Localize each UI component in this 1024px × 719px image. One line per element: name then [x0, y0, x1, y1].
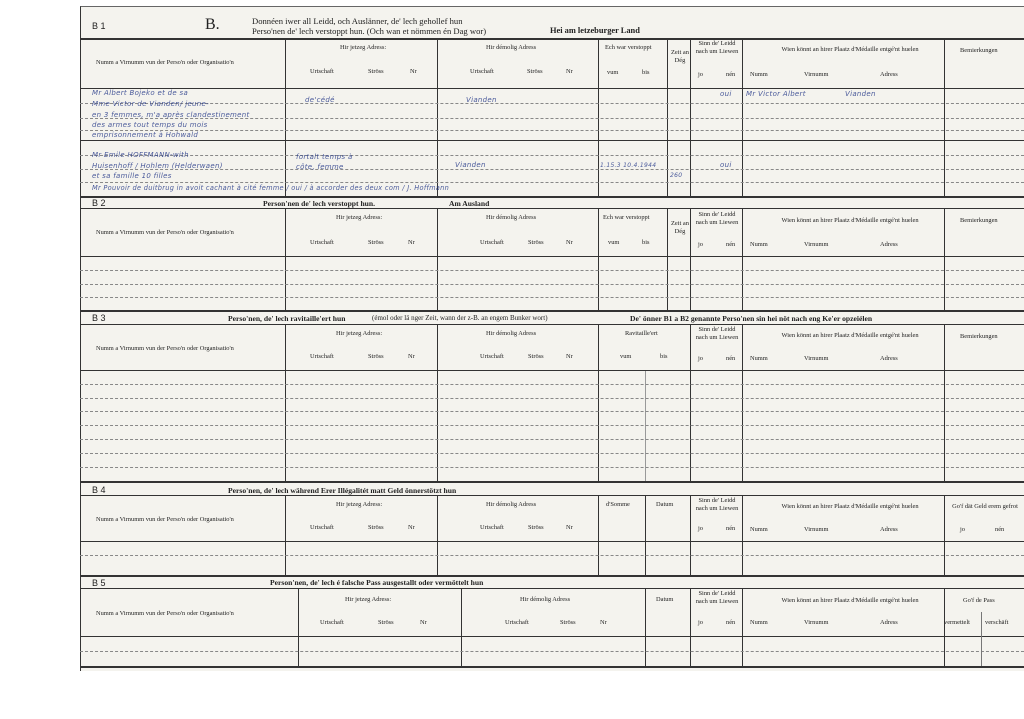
col-medal: Wien könnt an hirer Plaatz d'Médaille entgé'nt huelen [781, 217, 919, 224]
col-ravitailleert: Ravitaille'ert [625, 330, 658, 337]
sub-stross: Ströss [368, 68, 384, 75]
handwritten-entry: Mr Emile HOFFMANN-with [92, 151, 189, 159]
sub-nr: Nr [566, 68, 573, 75]
handwritten-entry: fortalt temps à [296, 153, 353, 161]
sub-nr: Nr [566, 524, 573, 531]
sub-numm: Numm [750, 71, 768, 78]
col-money-returned: Go'f dät Geld erem gefrot [952, 503, 1018, 510]
handwritten-entry: emprisonnement à Hohwald [92, 131, 199, 139]
sub-bis: bis [642, 239, 650, 246]
col-alive: Sinn de' Leidd nach um Liewen [695, 211, 739, 226]
col-medal: Wien könnt an hirer Plaatz d'Médaille entgé'nt huelen [781, 46, 919, 53]
handwritten-entry: côte, femme [296, 163, 344, 171]
section-code: B 2 [92, 198, 106, 208]
col-name-header: Numm a Virnumm vun der Perso'n oder Organisatio'n [96, 345, 234, 352]
sub-vun: vum [608, 239, 620, 246]
col-time: Zeit an Dég [671, 220, 689, 236]
sub-nr: Nr [566, 353, 573, 360]
handwritten-entry: Mr Albert Bojeko et de sa [92, 89, 189, 97]
sub-ortschaft: Urtschaft [310, 68, 334, 75]
col-former-address: Hir démolig Adress [486, 214, 537, 221]
col-alive: Sinn de' Leidd nach um Liewen [695, 590, 739, 605]
sub-adress: Adress [880, 241, 898, 248]
col-somme: d'Somme [606, 501, 630, 508]
sub-ortschaft: Urtschaft [310, 353, 334, 360]
sub-nen: nén [726, 355, 736, 362]
sub-bis: bis [660, 353, 668, 360]
sub-ortschaft: Urtschaft [480, 524, 504, 531]
sub-numm: Numm [750, 355, 768, 362]
sub-bis: bis [642, 69, 650, 76]
sub-virnumm: Virnumm [804, 526, 829, 533]
sub-virnumm: Virnumm [804, 71, 829, 78]
sub-ortschaft: Urtschaft [320, 619, 344, 626]
col-former-address: Hir démolig Adress [520, 596, 571, 603]
handwritten-entry: et sa famille 10 filles [92, 172, 172, 180]
handwritten-entry: des armes tout temps du mois [92, 121, 208, 129]
col-alive: Sinn de' Leidd nach um Liewen [695, 497, 739, 512]
col-current-address: Hir jetzeg Adress: [345, 596, 392, 603]
section-title-right: De' önner B1 a B2 genannte Perso'nen sin hei nöt nach eng Ke'er opzeiélen [630, 314, 873, 323]
handwritten-entry: Mr Pouvoir de duitbrug in avoit cachant à cité femme / oui / à accorder des deux com / J. Hoffmann [92, 184, 450, 192]
sub-nen: nén [726, 525, 736, 532]
section-title-right: Hei am letzeburger Land [550, 26, 640, 35]
sub-adress: Adress [880, 526, 898, 533]
sub-virnumm: Virnumm [804, 619, 829, 626]
sub-nr: Nr [410, 68, 417, 75]
col-former-address: Hir démolig Adress [486, 44, 537, 51]
sub-vun: vum [620, 353, 632, 360]
col-name-header: Numm a Virnumm vun der Perso'n oder Organisatio'n [96, 610, 234, 617]
col-name-header: Numm a Virnumm vun der Perso'n oder Organisatio'n [96, 59, 234, 66]
handwritten-entry: 260 [670, 172, 683, 179]
sub-virnumm: Virnumm [804, 355, 829, 362]
section-title-line1: Donnéen iwer all Leidd, och Auslänner, de' lech gehollef hun [252, 16, 463, 26]
sub-nen: nén [726, 241, 736, 248]
col-alive: Sinn de' Leidd nach um Liewen [695, 40, 739, 55]
col-hidden: Ech war verstoppt [605, 44, 652, 51]
col-current-address: Hir jetzeg Adress: [340, 44, 387, 51]
handwritten-entry: Vianden [845, 90, 876, 98]
col-pass: Go'f de Pass [963, 597, 995, 604]
col-remarks: Bemierkungen [960, 217, 998, 224]
sub-nen: nén [995, 526, 1005, 533]
sub-adress: Adress [880, 619, 898, 626]
sub-stross: Ströss [560, 619, 576, 626]
handwritten-entry: oui [720, 90, 732, 98]
sub-nr: Nr [566, 239, 573, 246]
col-remarks: Bemierkungen [960, 47, 998, 54]
col-medal: Wien könnt an hirer Plaatz d'Médaille entgé'nt huelen [781, 332, 919, 339]
section-code: B 1 [92, 21, 106, 31]
sub-adress: Adress [880, 71, 898, 78]
section-letter: B. [205, 16, 220, 33]
sub-numm: Numm [750, 241, 768, 248]
col-former-address: Hir démolig Adress [486, 501, 537, 508]
sub-vun: vum [607, 69, 619, 76]
sub-stross: Ströss [368, 524, 384, 531]
col-current-address: Hir jetzeg Adress: [336, 501, 383, 508]
sub-nr: Nr [600, 619, 607, 626]
handwritten-entry: Mr Victor Albert [746, 90, 806, 98]
handwritten-entry: en 3 femmes, m'a après clandestinement [92, 111, 250, 119]
sub-jo: jo [698, 619, 703, 626]
sub-nen: nén [726, 71, 736, 78]
col-medal: Wien könnt an hirer Plaatz d'Médaille entgé'nt huelen [781, 597, 919, 604]
sub-nr: Nr [408, 524, 415, 531]
section-code: B 3 [92, 313, 106, 323]
section-title: Person'nen, de' lech é falsche Pass ausgestallt oder vermöttelt hun [270, 578, 484, 587]
sub-stross: Ströss [528, 524, 544, 531]
handwritten-entry: 1.15.3 10.4.1944 [600, 162, 657, 169]
sub-stross: Ströss [528, 239, 544, 246]
col-verschafft: verschäft [985, 619, 1009, 626]
col-current-address: Hir jetzeg Adress: [336, 214, 383, 221]
handwritten-entry: oui [720, 161, 732, 169]
section-code: B 5 [92, 578, 106, 588]
section-title: Person'nen de' lech verstoppt hun. [263, 199, 376, 208]
sub-nen: nén [726, 619, 736, 626]
sub-nr: Nr [408, 353, 415, 360]
section-title-line2: Perso'nen de' lech verstoppt hun. (Och wan et nömmen én Dag wor) [252, 26, 487, 36]
sub-stross: Ströss [378, 619, 394, 626]
sub-jo: jo [698, 71, 703, 78]
sub-ortschaft: Urtschaft [505, 619, 529, 626]
handwritten-entry: Huisenhoff / Hohlem (Helderwaen) [92, 162, 223, 170]
sub-ortschaft: Urtschaft [480, 353, 504, 360]
col-name-header: Numm a Virnumm vun der Perso'n oder Organisatio'n [96, 229, 234, 236]
handwritten-entry: Mme Victor de Vianden/ jeune- [92, 100, 209, 108]
sub-jo: jo [698, 355, 703, 362]
sub-ortschaft: Urtschaft [480, 239, 504, 246]
sub-jo: jo [698, 241, 703, 248]
sub-stross: Ströss [368, 239, 384, 246]
section-title: Perso'nen, de' lech während Erer Illégalitét matt Geld önnerstötzt hun [228, 486, 457, 495]
col-name-header: Numm a Virnumm vun der Perso'n oder Organisatio'n [96, 516, 234, 523]
section-title: Perso'nen, de' lech ravitaille'ert hun [228, 314, 346, 323]
section-code: B 4 [92, 485, 106, 495]
sub-virnumm: Virnumm [804, 241, 829, 248]
sub-adress: Adress [880, 355, 898, 362]
col-hidden: Ech war verstoppt [603, 214, 650, 221]
section-title-right: Am Ausland [449, 199, 490, 208]
sub-stross: Ströss [527, 68, 543, 75]
handwritten-entry: Vianden [455, 161, 486, 169]
sub-nr: Nr [408, 239, 415, 246]
col-time: Zeit an Dég [671, 49, 689, 65]
sub-jo: jo [960, 526, 965, 533]
col-vermettelt: vermettelt [944, 619, 970, 626]
sub-ortschaft: Urtschaft [310, 239, 334, 246]
sub-nr: Nr [420, 619, 427, 626]
col-datum: Datum [656, 596, 674, 603]
handwritten-entry: Vianden [466, 96, 497, 104]
sub-numm: Numm [750, 526, 768, 533]
col-current-address: Hir jetzeg Adress: [336, 330, 383, 337]
sub-ortschaft: Urtschaft [470, 68, 494, 75]
handwritten-entry: de'cédé [305, 96, 335, 104]
col-alive: Sinn de' Leidd nach um Liewen [695, 326, 739, 341]
sub-ortschaft: Urtschaft [310, 524, 334, 531]
section-title-note: (émol oder lä nger Zeit, wann der z-B. an engem Bunker wort) [372, 314, 548, 322]
col-medal: Wien könnt an hirer Plaatz d'Médaille entgé'nt huelen [781, 503, 919, 510]
col-datum: Datum [656, 501, 674, 508]
col-former-address: Hir démolig Adress [486, 330, 537, 337]
col-remarks: Bemierkungen [960, 333, 998, 340]
sub-stross: Ströss [528, 353, 544, 360]
sub-jo: jo [698, 525, 703, 532]
sub-stross: Ströss [368, 353, 384, 360]
sub-numm: Numm [750, 619, 768, 626]
